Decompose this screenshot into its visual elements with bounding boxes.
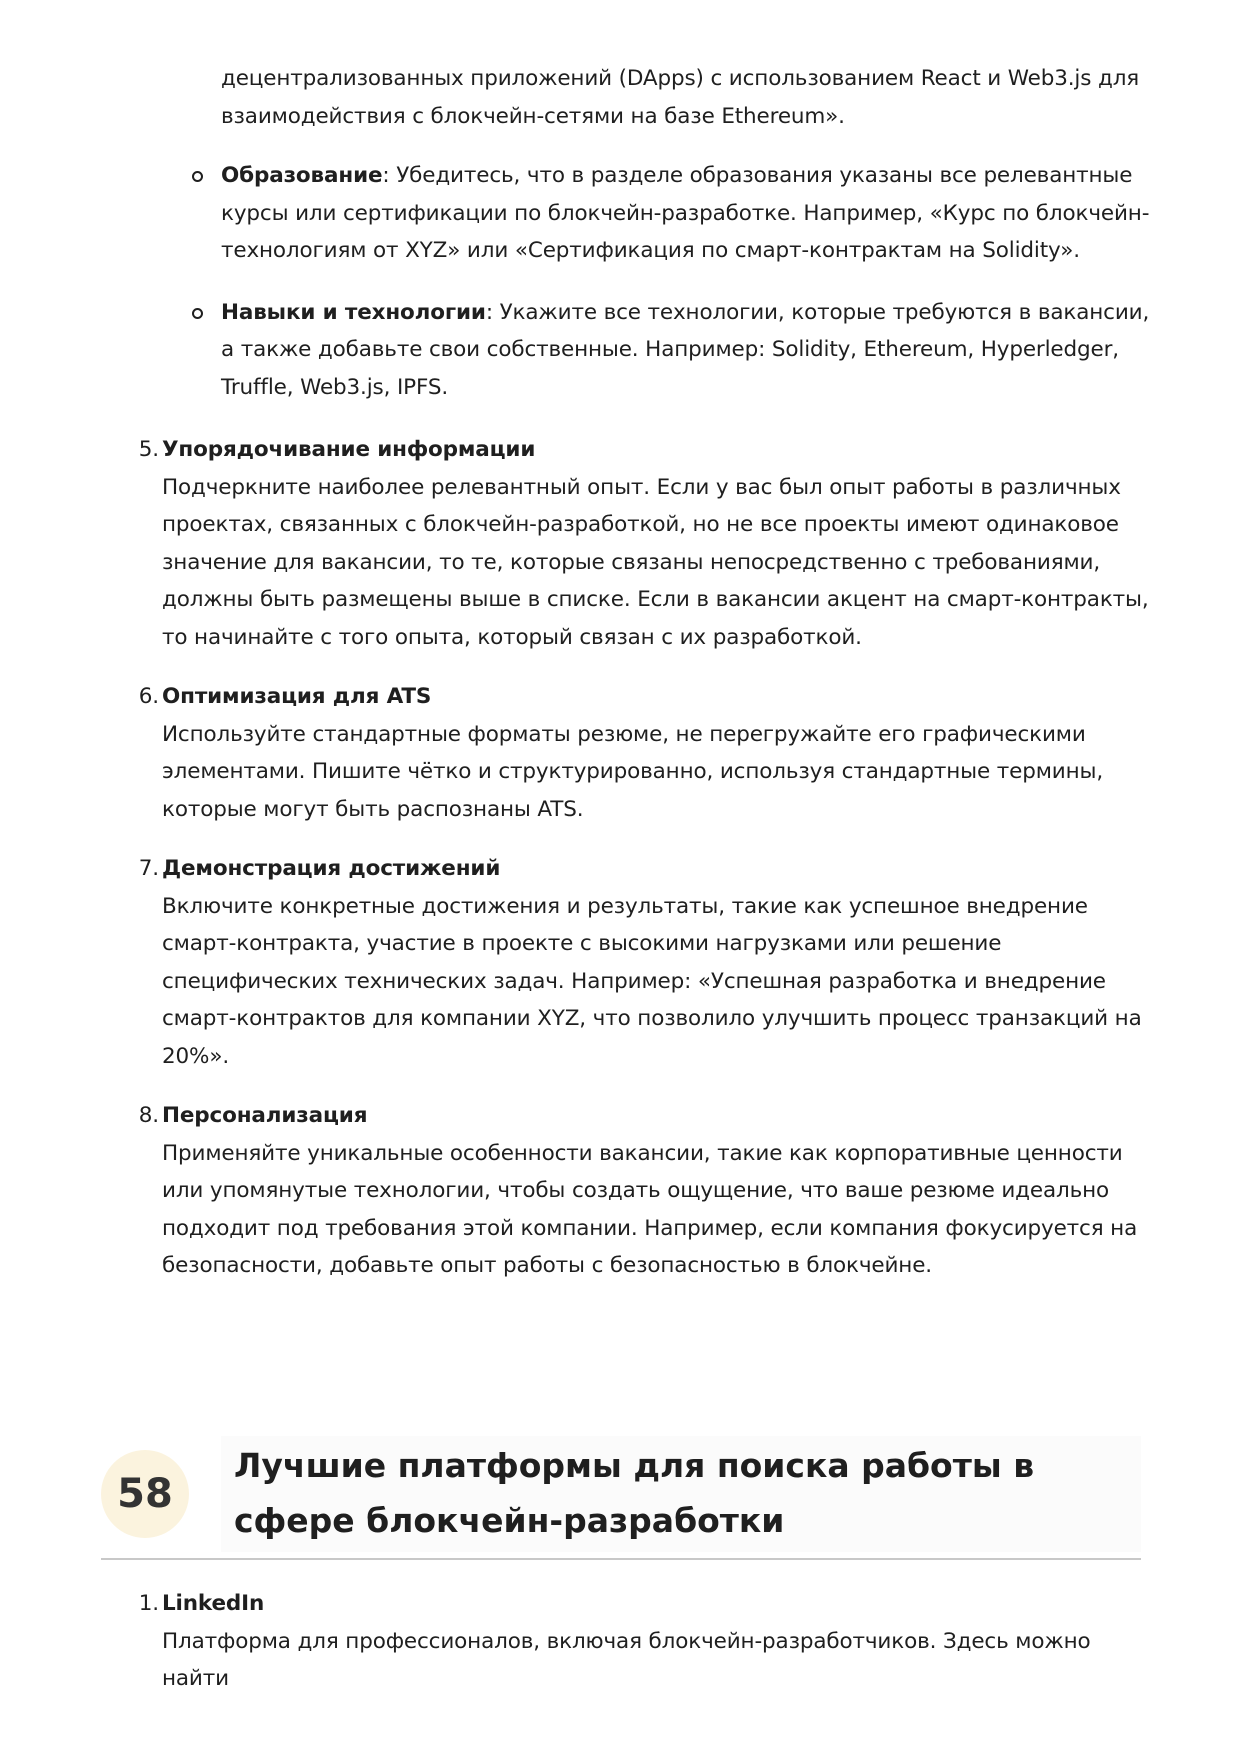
list-item [0,294,1151,407]
item-number: 1. [138,1591,159,1616]
item-text: Применяйте уникальные особенности вакансии, такие как корпоративные ценности или упомянутые технологии, чтобы создать ощущение, что ваше резюме идеально подходит под требования этой компании. Например, если компания фокусируется на безопасности, добавьте опыт работы с безопасностью в блокчейне. [162,1140,1138,1278]
continuation-paragraph: децентрализованных приложений (DApps) с использованием React и Web3.js для взаимодействия с блокчейн-сетями на базе Ethereum». [221,66,1140,129]
list-item [0,850,1152,1075]
item-title: LinkedIn [162,1591,265,1616]
hollow-bullet-icon [192,171,203,182]
chapter-heading [101,1430,1141,1560]
item-title: Навыки и технологии [221,299,486,325]
item-title: Персонализация [162,1103,368,1128]
hollow-bullet-icon [192,308,203,319]
item-title: Демонстрация достижений [162,856,501,881]
list-item [0,1097,1152,1285]
item-title: Упорядочивание информации [162,437,536,462]
platform-list [0,1585,1239,1720]
item-text: Подчеркните наиболее релевантный опыт. Если у вас был опыт работы в различных проектах, связанных с блокчейн-разработкой, но не все проекты имеют одинаковое значение для вакансии, то те, которые связаны непосредственно с требованиями, должны быть размещены выше в списке. Если в вакансии акцент на смарт-контракты, то начинайте с того опыта, который связан с их разработкой. [162,474,1149,650]
item-text: Используйте стандартные форматы резюме, не перегружайте его графическими элементами. Пишите чётко и структурированно, используя стандартные термины, которые могут быть распознаны ATS. [162,721,1104,822]
numbered-list [0,431,1239,1307]
item-number: 7. [138,856,159,881]
sub-bullet-list [0,157,1239,430]
item-text: Включите конкретные достижения и результаты, такие как успешное внедрение смарт-контракта, участие в проекте с высокими нагрузками или решение специфических технических задач. Например: «Успешная разработка и внедрение смарт-контрактов для компании XYZ, что позволило улучшить процесс транзакций на 20%». [162,893,1142,1069]
item-title: Образование [221,163,383,188]
chapter-title: Лучшие платформы для поиска работы в сфере блокчейн-разработки [234,1446,1035,1540]
item-title: Оптимизация для ATS [162,684,432,709]
item-number: 5. [138,437,159,462]
list-item [0,431,1152,656]
list-item [0,1585,1152,1698]
item-number: 6. [138,684,159,709]
list-item [0,157,1151,270]
item-text: Платформа для профессионалов, включая блокчейн-разработчиков. Здесь можно найти [162,1628,1091,1691]
list-item [0,678,1152,828]
item-text: : Убедитесь, что в разделе образования указаны все релевантные курсы или сертификации по блокчейн-разработке. Например, «Курс по блокчейн-технологиям от XYZ» или «Сертификация по смарт-контрактам на Solidity». [221,163,1150,263]
item-text: : Укажите все технологии, которые требуются в вакансии, а также добавьте свои собственные. Например: Solidity, Ethereum, Hyperledger, Truffle, Web3.js, IPFS. [221,299,1150,400]
item-number: 8. [138,1103,159,1128]
chapter-number-badge: 58 [101,1450,189,1538]
